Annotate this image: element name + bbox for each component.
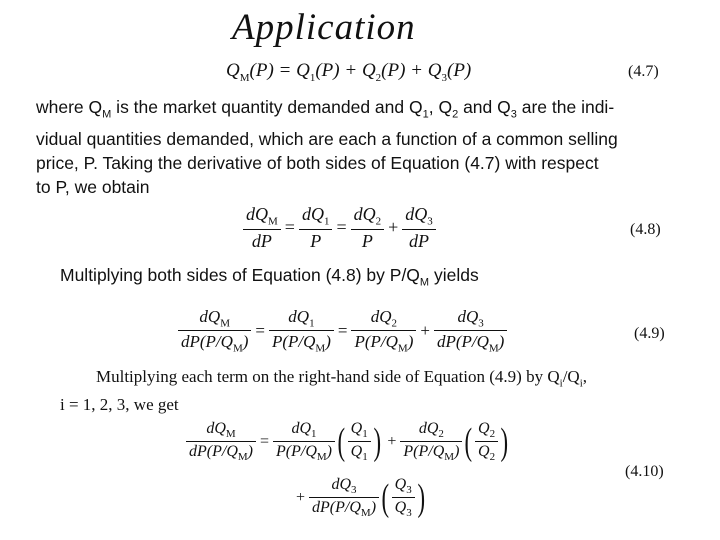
eq48-frac-q2: $\frac{dQ_2}{P}$ xyxy=(351,204,385,252)
equation-4-7: $Q_M(P) = Q_1(P) + Q_2(P) + Q_3(P)$ xyxy=(226,60,472,84)
equation-number-4-10: (4.10) xyxy=(625,463,664,480)
equation-4-9: $\frac{dQ_M}{dP(P/Q_M)}$ = $\frac{dQ_1}{P(P/Q_M)}$ = $\frac{dQ_2}{P(P/Q_M)}$ + $\frac{dQ_3}{dP(P/Q_M)}$ xyxy=(178,307,507,355)
eq49-frac-q2: $\frac{dQ_2}{P(P/Q_M)}$ xyxy=(351,307,416,355)
equation-4-8: $\frac{dQ_M}{dP}$ = $\frac{dQ_1}{P}$ = $\frac{dQ_2}{P}$ + $\frac{dQ_3}{dP}$ xyxy=(243,204,436,252)
eq410-frac-q2: $\frac{dQ_2}{P(P/Q_M)}$ xyxy=(400,420,462,463)
para1-line2: vidual quantities demanded, which are each a function of a common selling xyxy=(36,128,618,149)
para3-line1: Multiplying each term on the right-hand side of Equation (4.9) by $Q_i/Q_i$, xyxy=(96,367,587,390)
equation-number-4-8: (4.8) xyxy=(630,221,661,238)
para3-line2: i = 1, 2, 3, we get xyxy=(60,395,179,415)
equation-4-10-line2: + $\frac{dQ_3}{dP(P/Q_M)}$ ( $\frac{Q_3}{Q_3}$ ) xyxy=(296,476,425,520)
eq410-ratio-q1: $\frac{Q_1}{Q_1}$ xyxy=(348,420,371,463)
eq410-ratio-q3: $\frac{Q_3}{Q_3}$ xyxy=(392,476,415,519)
slide-title: Application xyxy=(232,7,416,48)
paragraph-multiply-2 xyxy=(60,366,587,416)
eq410-ratio-q2: $\frac{Q_2}{Q_2}$ xyxy=(475,420,498,463)
equation-4-10-line1: $\frac{dQ_M}{dP(P/Q_M)}$ = $\frac{dQ_1}{P(P/Q_M)}$ ( $\frac{Q_1}{Q_1}$ ) + $\frac{dQ_2}{P(P/Q_M)}$ ( $\frac{Q_2}{Q_2}$ ) xyxy=(186,420,511,463)
eq49-frac-q3: $\frac{dQ_3}{dP(P/Q_M)}$ xyxy=(434,307,507,355)
equation-number-4-7: (4.7) xyxy=(628,63,659,80)
para1-line1: where $Q_M$ is the market quantity demanded and $Q_1$, $Q_2$ and $Q_3$ are the indi- xyxy=(36,97,615,121)
eq47-lhs: Q xyxy=(226,60,240,81)
para1-line3: price, P. Taking the derivative of both sides of Equation (4.7) with respect xyxy=(36,152,599,173)
equation-number-4-9: (4.9) xyxy=(634,325,665,342)
eq410-frac-q1: $\frac{dQ_1}{P(P/Q_M)}$ xyxy=(273,420,335,463)
para1-line4: to P, we obtain xyxy=(36,176,150,197)
eq410-frac-q3: $\frac{dQ_3}{dP(P/Q_M)}$ xyxy=(309,476,379,519)
paragraph-multiply-1: Multiplying both sides of Equation (4.8) by $P/Q_M$ yields xyxy=(60,265,479,289)
eq48-frac-market: $\frac{dQ_M}{dP}$ xyxy=(243,204,281,252)
eq48-frac-q1: $\frac{dQ_1}{P}$ xyxy=(299,204,333,252)
eq49-frac-q1: $\frac{dQ_1}{P(P/Q_M)}$ xyxy=(269,307,334,355)
eq48-frac-q3: $\frac{dQ_3}{dP}$ xyxy=(402,204,436,252)
eq49-frac-market: $\frac{dQ_M}{dP(P/Q_M)}$ xyxy=(178,307,251,355)
paragraph-intro xyxy=(36,95,618,199)
eq410-frac-market: $\frac{dQ_M}{dP(P/Q_M)}$ xyxy=(186,420,256,463)
